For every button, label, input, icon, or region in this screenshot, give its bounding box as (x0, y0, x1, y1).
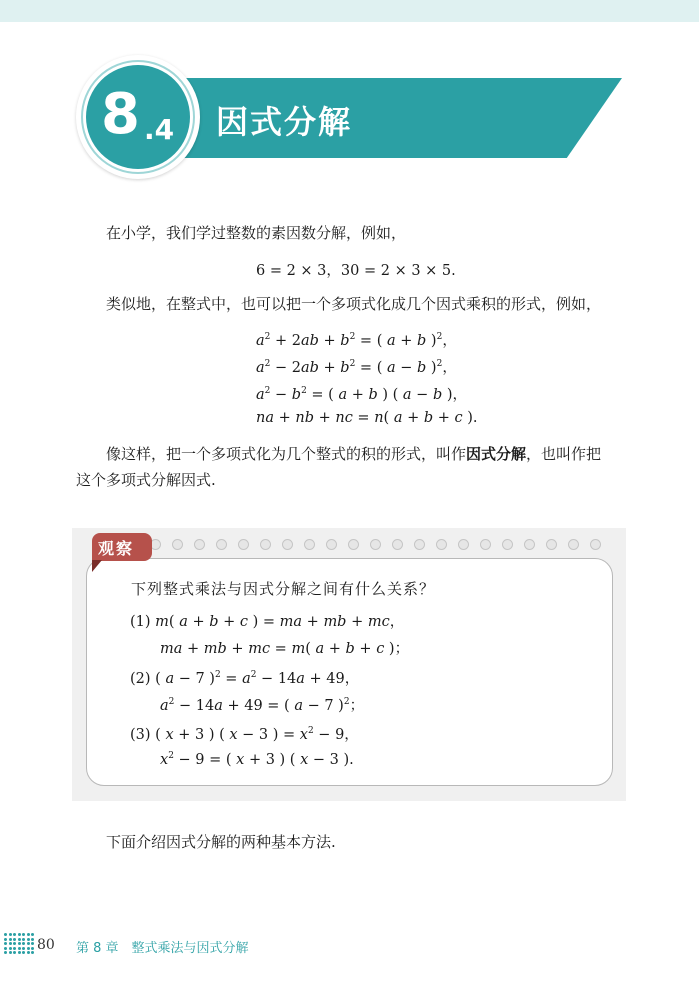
integer-example: 6 = 2 × 3，30 = 2 × 3 × 5. (256, 263, 456, 279)
ring-hole (216, 539, 227, 550)
top-strip (0, 0, 699, 22)
footer-dot (31, 947, 34, 950)
footer-dot (13, 942, 16, 945)
ring-hole (304, 539, 315, 550)
footer-dot (4, 947, 7, 950)
ring-hole (458, 539, 469, 550)
footer-dot (27, 942, 30, 945)
intro-line-1: 在小学，我们学过整数的素因数分解，例如， (106, 224, 407, 242)
observe-item-1: (1) m( a + b + c ) = ma + mb + mc， (130, 614, 405, 630)
footer-dot (4, 951, 7, 954)
footer-dot (18, 947, 21, 950)
keyword-factorization: 因式分解 (466, 445, 527, 463)
definition-line-2: 这个多项式分解因式. (76, 471, 216, 489)
footer-dot (4, 933, 7, 936)
footer-dot (4, 938, 7, 941)
page-number: 80 (37, 937, 55, 953)
footer-dot (9, 947, 12, 950)
ring-hole (260, 539, 271, 550)
ring-hole (238, 539, 249, 550)
observe-tag-label: 观察 (98, 539, 135, 558)
footer-dot (13, 947, 16, 950)
observe-item-2: (2) ( a − 7 )$^2 = a^2 - 14a + 49$， (130, 670, 360, 687)
formula-2: $a^2 - 2ab + b^2$ = ( a − b )$^2$， (256, 359, 457, 376)
footer-dot (22, 933, 25, 936)
footer-dot (9, 942, 12, 945)
footer-dot (13, 951, 16, 954)
footer-dot (18, 938, 21, 941)
footer-dot (27, 938, 30, 941)
observe-tag-fold (92, 560, 102, 572)
observe-item-3: (3) ( x + 3 ) ( x − 3 ) = $x^2 - 9$， (130, 726, 359, 743)
footer-dot (27, 933, 30, 936)
footer-dot (9, 951, 12, 954)
footer-dot (31, 933, 34, 936)
ring-hole (326, 539, 337, 550)
footer-dot (22, 942, 25, 945)
ring-hole (568, 539, 579, 550)
footer-dot (22, 951, 25, 954)
intro-line-2: 类似地，在整式中，也可以把一个多项式化成几个因式乘积的形式，例如， (106, 295, 602, 313)
ring-hole (370, 539, 381, 550)
footer-dot (9, 933, 12, 936)
footer-dot (22, 938, 25, 941)
formula-4: na + nb + nc = n( a + b + c ). (256, 410, 478, 426)
observe-question: 下列整式乘法与因式分解之间有什么关系？ (131, 580, 436, 598)
formula-3: $a^2 - b^2$ = ( a + b ) ( a − b )， (256, 386, 468, 403)
ring-hole (392, 539, 403, 550)
footer-dot (18, 951, 21, 954)
footer-dot (13, 938, 16, 941)
ring-hole (282, 539, 293, 550)
section-title: 因式分解 (216, 103, 353, 141)
footer-dot (27, 951, 30, 954)
formula-1: $a^2 + 2ab + b^2$ = ( a + b )$^2$， (256, 332, 457, 349)
ring-hole (436, 539, 447, 550)
ring-hole (414, 539, 425, 550)
footer-dot (18, 933, 21, 936)
ring-hole (194, 539, 205, 550)
chapter-title: 第 8 章 整式乘法与因式分解 (76, 941, 249, 956)
observe-item-2-reverse: $a^2 - 14a + 49$ = ( a − 7 )$^2$； (160, 697, 365, 714)
footer-dot (27, 947, 30, 950)
section-subnumber: .4 (144, 113, 175, 146)
footer-dot (31, 938, 34, 941)
footer-dot (31, 951, 34, 954)
footer-dot (31, 942, 34, 945)
section-number: 8 (101, 82, 140, 147)
footer-dot (22, 947, 25, 950)
ring-hole (546, 539, 557, 550)
footer-dot (13, 933, 16, 936)
observe-item-1-reverse: ma + mb + mc = m( a + b + c )； (160, 641, 410, 657)
ring-hole (524, 539, 535, 550)
footer-dot (18, 942, 21, 945)
definition-line-1: 像这样，把一个多项式化为几个整式的积的形式，叫作因式分解，也叫作把 (106, 445, 602, 463)
observe-item-3-reverse: $x^2 - 9$ = ( x + 3 ) ( x − 3 ). (160, 751, 354, 768)
footer-dot (9, 938, 12, 941)
ring-hole (590, 539, 601, 550)
closing-sentence: 下面介绍因式分解的两种基本方法. (106, 833, 336, 851)
ring-hole (502, 539, 513, 550)
footer-dot (4, 942, 7, 945)
ring-hole (480, 539, 491, 550)
ring-hole (348, 539, 359, 550)
ring-hole (172, 539, 183, 550)
